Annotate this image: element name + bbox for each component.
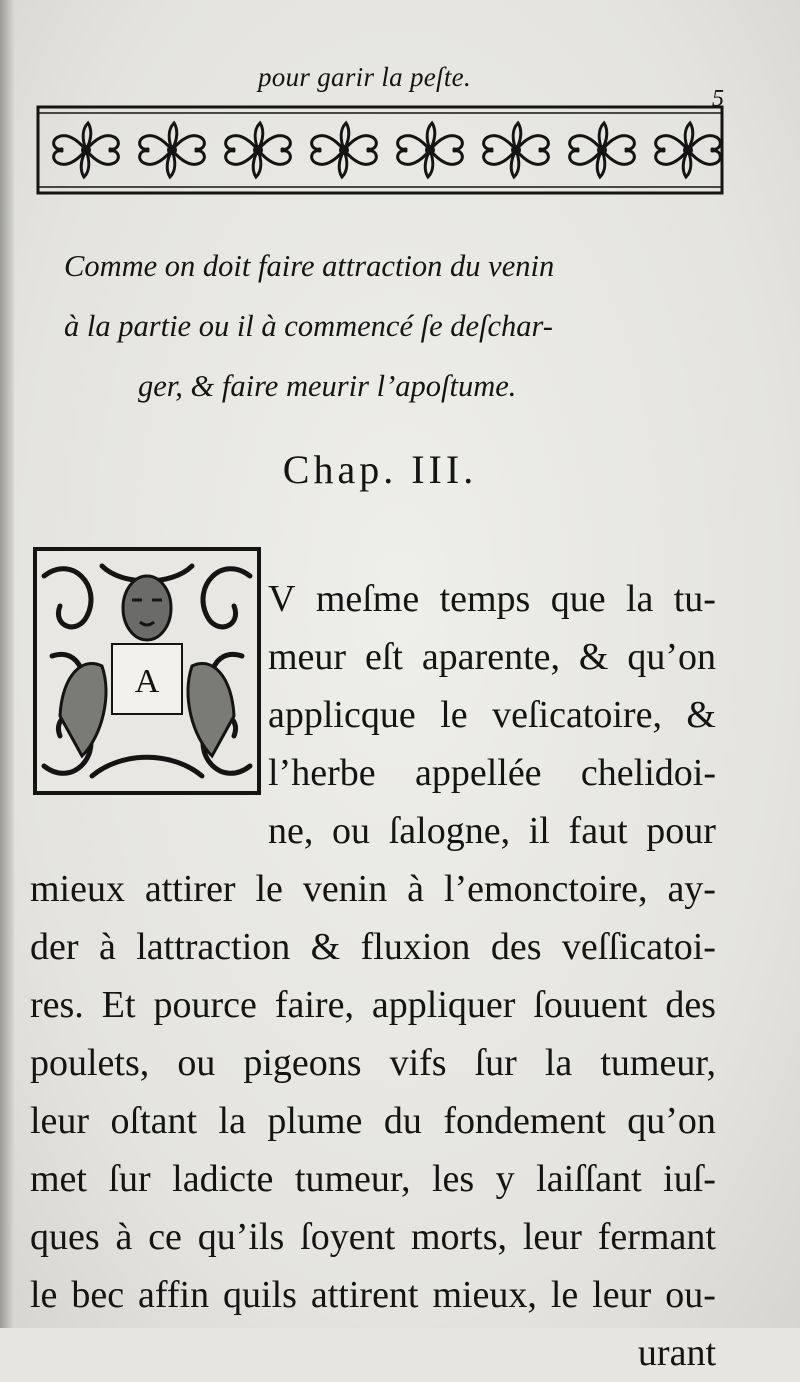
body-word: faire, [274, 984, 354, 1026]
body-word: eſt [364, 636, 403, 678]
chapter-heading: Chap. III. [282, 447, 478, 492]
body-word: & [310, 926, 341, 968]
body-word: V [268, 578, 296, 620]
body-word: ſouuent [533, 984, 648, 1026]
body-word: qu’on [627, 1100, 716, 1142]
body-word: ay- [667, 868, 716, 910]
body-word: l’emonctoire, [443, 868, 648, 910]
body-word: veſſicatoi- [561, 926, 716, 968]
body-line [30, 1092, 716, 1150]
body-word: appliquer [371, 984, 516, 1026]
body-word: le [255, 868, 283, 910]
body-word: du [383, 1100, 422, 1142]
body-word: fluxion [360, 926, 471, 968]
body-word: le [440, 694, 468, 736]
body-word: lattraction [136, 926, 291, 968]
body-word: ſur [108, 1158, 151, 1200]
body-word: applicque [268, 694, 416, 736]
chapter-title-line: à la partie ou il à commencé ſe deſchar- [64, 309, 553, 343]
body-word: meur [268, 636, 347, 678]
body-line-catchword: urant [637, 1332, 716, 1374]
body-word: bec [71, 1274, 125, 1316]
body-word: la [625, 578, 654, 620]
body-line [30, 744, 716, 802]
body-word: venin [302, 868, 388, 910]
body-word: le [30, 1274, 58, 1316]
page-number: 5 [712, 86, 724, 112]
body-word: Et [101, 984, 136, 1026]
body-word: qu’on [627, 636, 716, 678]
body-word: vifs [389, 1042, 447, 1084]
body-word: leur [592, 1274, 652, 1316]
body-word: pigeons [243, 1042, 362, 1084]
body-word: il [528, 810, 550, 852]
body-word: quils [223, 1274, 297, 1316]
body-word: attirent [310, 1274, 419, 1316]
body-word: chelidoi- [580, 752, 716, 794]
body-word: la [218, 1100, 246, 1142]
body-word: ce [148, 1216, 182, 1258]
chapter-title-line: ger, & faire meurir l’apoſtume. [138, 369, 517, 403]
body-word: à [407, 868, 425, 910]
body-word: ou [177, 1042, 216, 1084]
body-word: met [30, 1158, 87, 1200]
body-line [30, 918, 716, 976]
body-word: & [578, 636, 609, 678]
body-word: pour [646, 810, 716, 852]
body-word: la [544, 1042, 573, 1084]
body-text [30, 570, 716, 1382]
body-line [30, 1150, 716, 1208]
body-word: y [495, 1158, 515, 1200]
body-word: der [30, 926, 79, 968]
body-word: des [490, 926, 542, 968]
body-word: les [431, 1158, 475, 1200]
body-word: oſtant [110, 1100, 198, 1142]
body-word: l’herbe [268, 752, 376, 794]
body-word: le [550, 1274, 579, 1316]
body-word: laiſſant [536, 1158, 642, 1200]
body-word: plume [267, 1100, 363, 1142]
body-word: attirer [144, 868, 236, 910]
body-word: mieux, [432, 1274, 537, 1316]
body-line [30, 976, 716, 1034]
body-word: appellée [414, 752, 542, 794]
body-word: fondement [443, 1100, 606, 1142]
body-word: temps [439, 578, 531, 620]
body-word: aparente, [421, 636, 560, 678]
body-word: meſme [315, 578, 420, 620]
body-word: iuſ- [663, 1158, 716, 1200]
body-word: à [115, 1216, 133, 1258]
body-line [30, 628, 716, 686]
page-gutter-shadow [0, 0, 14, 1328]
body-word: res. [30, 984, 84, 1026]
chapter-title-line: Comme on doit faire attraction du venin [64, 249, 555, 283]
body-word: ſalogne, [388, 810, 511, 852]
body-word: tu- [673, 578, 716, 620]
body-word: ladicte [172, 1158, 274, 1200]
body-word: leur [30, 1100, 90, 1142]
body-word: des [665, 984, 716, 1026]
running-head: pour garir la peſte. [258, 62, 471, 92]
body-word: veſicatoire, [492, 694, 662, 736]
body-line [30, 860, 716, 918]
body-word: ques [30, 1216, 100, 1258]
body-word: morts, [410, 1216, 508, 1258]
body-word: qu’ils [197, 1216, 285, 1258]
body-word: que [550, 578, 606, 620]
body-word: & [686, 694, 716, 736]
body-word: pource [153, 984, 257, 1026]
ornamental-border-band [36, 103, 724, 197]
body-word: tumeur, [600, 1042, 716, 1084]
drop-cap-letter: A [134, 663, 160, 700]
body-line [30, 1266, 716, 1324]
body-line [30, 1208, 716, 1266]
body-word: affin [138, 1274, 210, 1316]
body-word: ne, [268, 810, 314, 852]
body-line [30, 1034, 716, 1092]
body-word: ou [332, 810, 371, 852]
body-word: poulets, [30, 1042, 150, 1084]
body-word: à [98, 926, 116, 968]
chapter-title [64, 236, 704, 416]
body-word: faut [568, 810, 628, 852]
body-word: leur [522, 1216, 582, 1258]
body-line [30, 570, 716, 628]
body-word: ou- [665, 1274, 716, 1316]
body-word: tumeur, [294, 1158, 411, 1200]
body-word: mieux [30, 868, 125, 910]
body-word: ſoyent [300, 1216, 396, 1258]
body-word: ſur [474, 1042, 517, 1084]
body-word: fermant [597, 1216, 716, 1258]
body-line [30, 802, 716, 860]
body-line [30, 686, 716, 744]
